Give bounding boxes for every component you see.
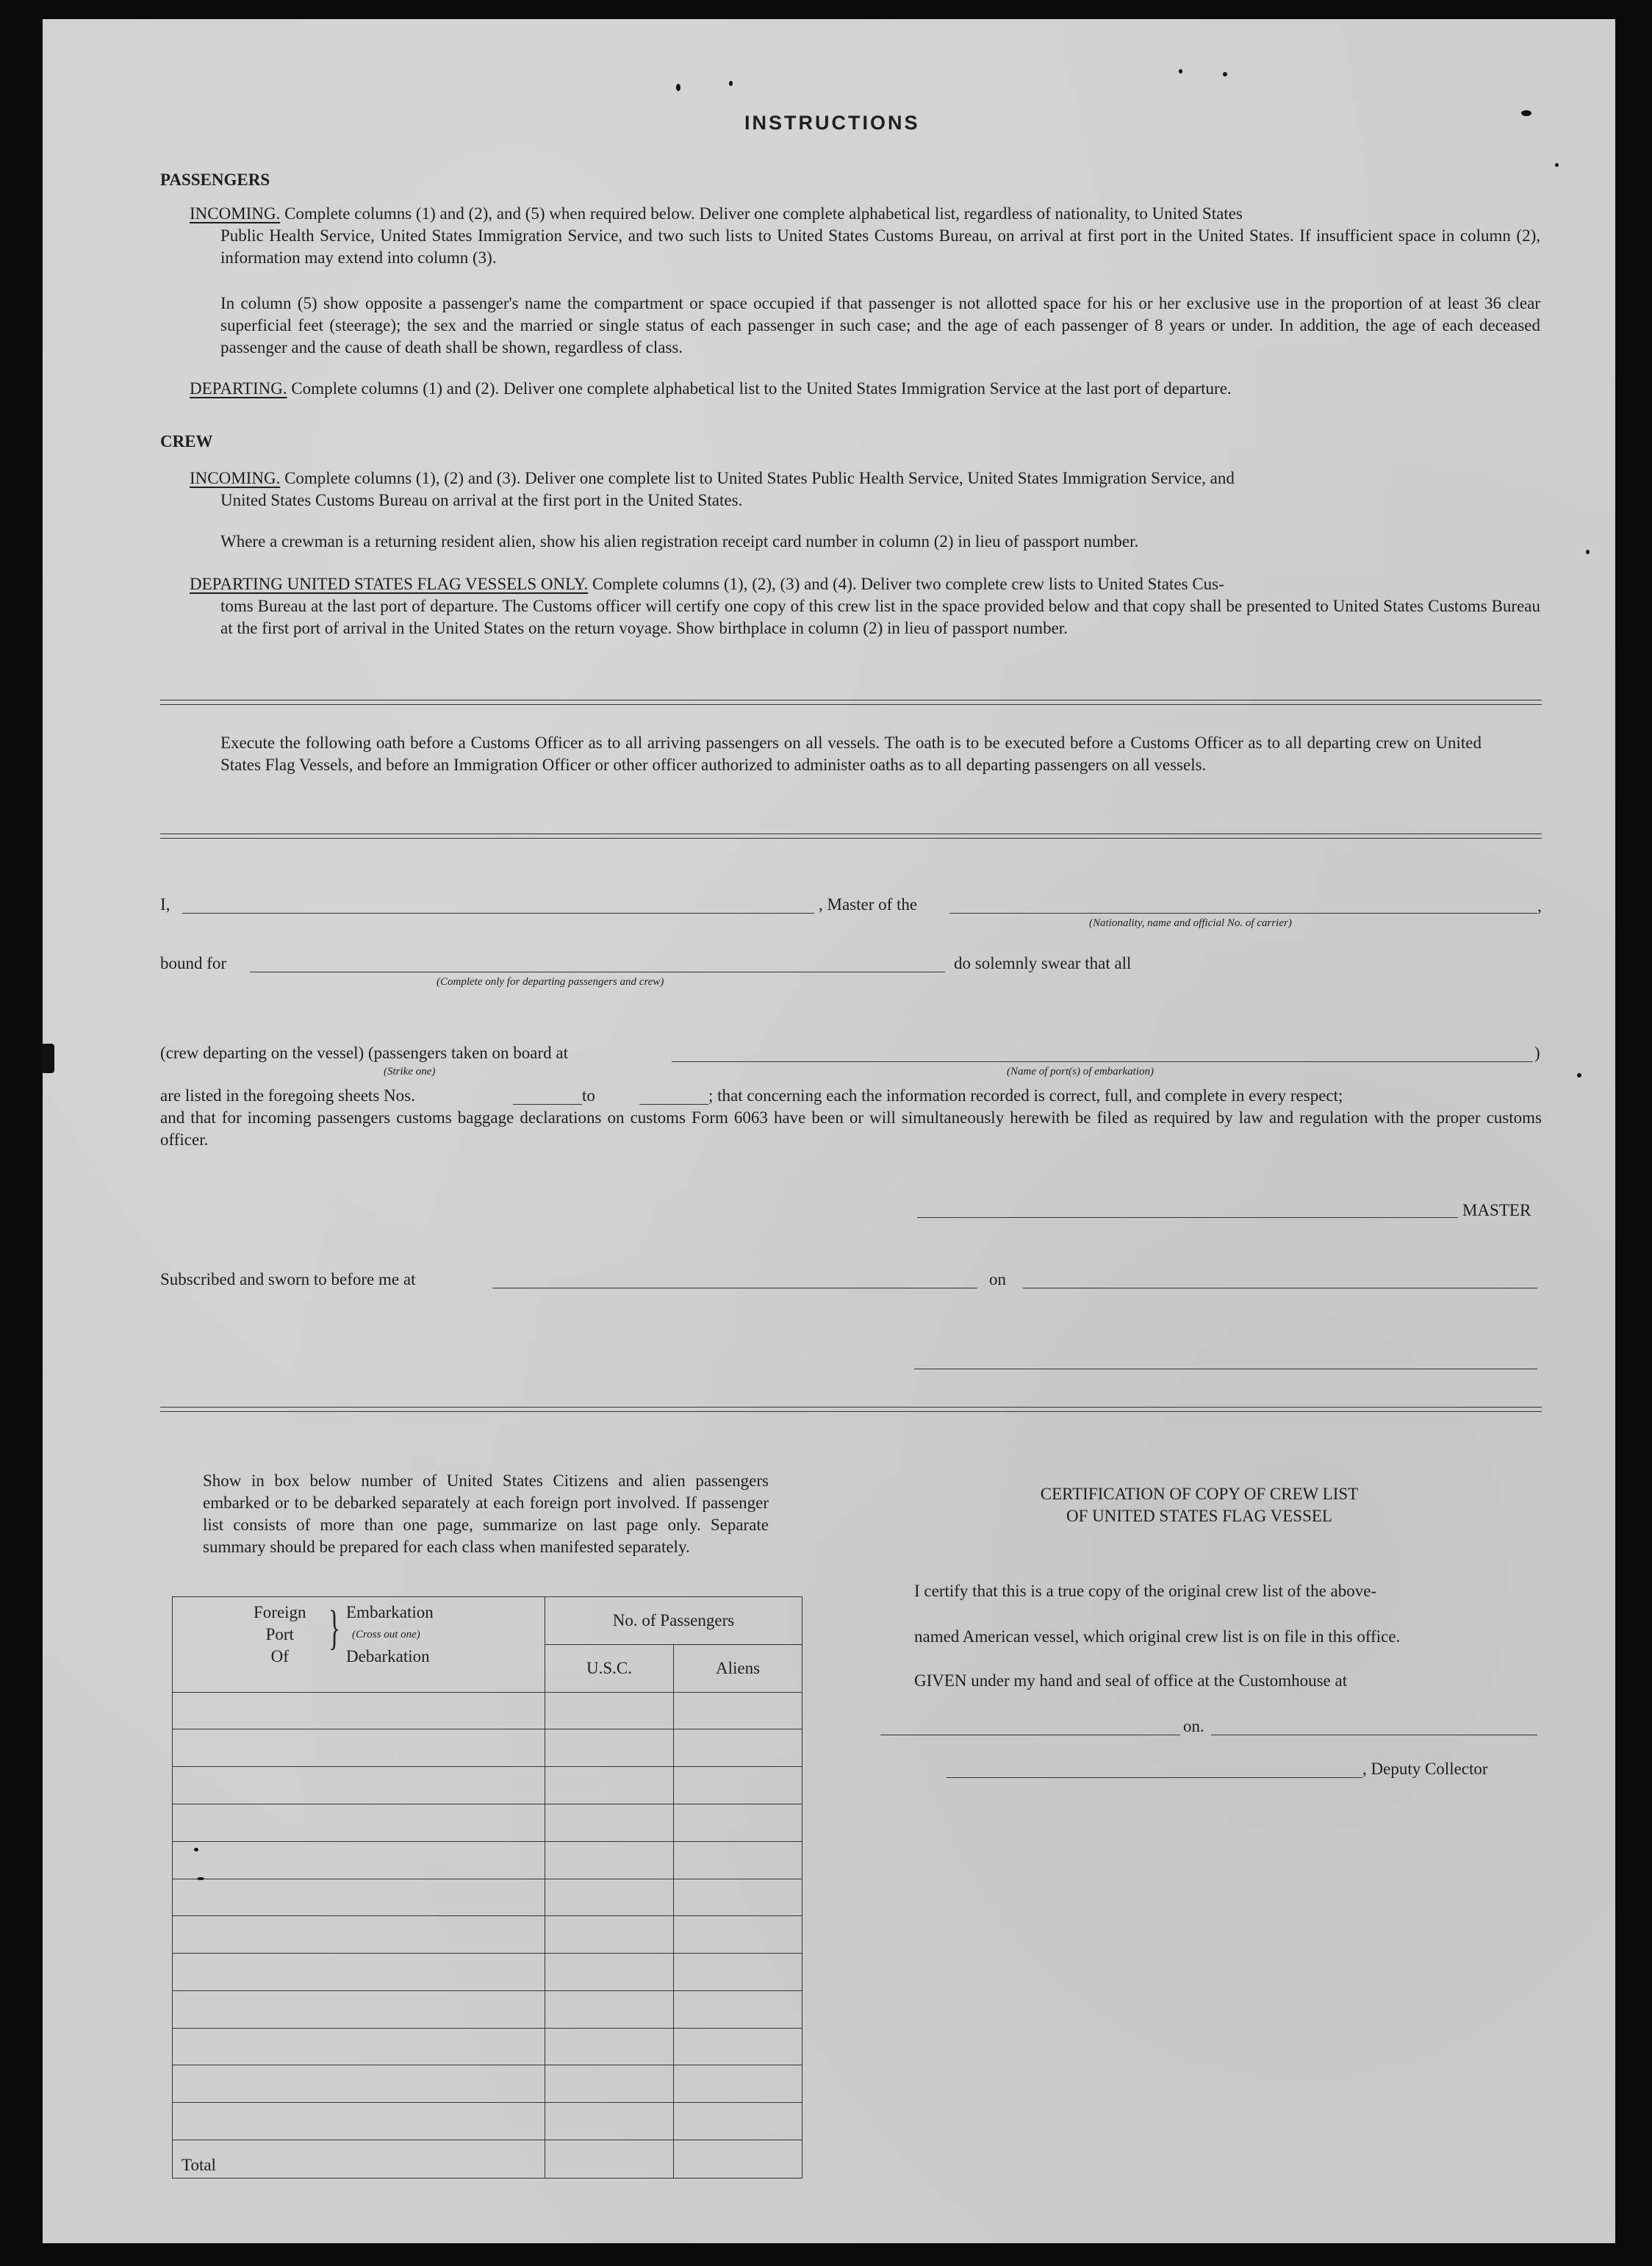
scan-speck — [1555, 163, 1559, 167]
close-paren: ) — [1534, 1044, 1540, 1062]
page-title: INSTRUCTIONS — [744, 112, 920, 134]
certification-on-label: on. — [1183, 1717, 1204, 1735]
aliens-cell[interactable] — [674, 1916, 802, 1954]
certification-title-line1: CERTIFICATION OF COPY OF CREW LIST — [1040, 1485, 1359, 1503]
brace-glyph: } — [328, 1601, 340, 1654]
crew-departing-label: DEPARTING UNITED STATES FLAG VESSELS ONLY. — [190, 575, 589, 593]
listed-to: to — [582, 1086, 595, 1105]
table-row[interactable] — [173, 1767, 545, 1804]
scan-speck — [729, 81, 733, 86]
passengers-departing — [190, 378, 1232, 400]
crew-incoming-rest: United States Customs Bureau on arrival at the first port in the United States. — [220, 491, 743, 509]
deputy-collector-label: , Deputy Collector — [1362, 1760, 1488, 1778]
listed-rest: and that for incoming passengers customs baggage declarations on customs Form 6063 have been or will simultaneously herewith be filed as required by law and regulation with the proper customs officer. — [160, 1108, 1542, 1149]
table-row[interactable] — [173, 1879, 545, 1916]
usc-cell[interactable] — [545, 1990, 674, 2028]
crew-passengers-choice: (crew departing on the vessel) (passengers taken on board at — [160, 1044, 568, 1062]
usc-total-cell[interactable] — [545, 2140, 674, 2179]
port-header-right — [346, 1602, 434, 1668]
passengers-incoming-label: INCOMING. — [190, 204, 281, 223]
scan-speck — [194, 1848, 198, 1851]
cross-out-label: (Cross out one) — [352, 1629, 420, 1641]
passengers-incoming-text: Complete columns (1) and (2), and (5) when required below. Deliver one complete alphabetical list, regardless of nationality, to United States — [284, 204, 1243, 223]
master-signature-line[interactable] — [917, 1217, 1458, 1218]
table-row[interactable] — [173, 1729, 545, 1767]
table-row[interactable] — [173, 2103, 545, 2140]
crew-incoming-text: Complete columns (1), (2) and (3). Deliver one complete list to United States Public Health Service, United States Immigration Service, and — [284, 469, 1235, 487]
usc-cell[interactable] — [545, 2103, 674, 2140]
scan-speck — [1223, 72, 1227, 76]
aliens-cell[interactable] — [674, 1692, 802, 1729]
scan-speck — [676, 84, 680, 91]
table-row[interactable] — [173, 1990, 545, 2028]
scan-speck — [1179, 69, 1182, 73]
of-label: Of — [270, 1647, 289, 1666]
form-page — [43, 19, 1615, 2243]
aliens-cell[interactable] — [674, 1990, 802, 2028]
given-under-hand: GIVEN under my hand and seal of office at the Customhouse at — [914, 1671, 1348, 1690]
aliens-cell[interactable] — [674, 1841, 802, 1879]
usc-cell[interactable] — [545, 1804, 674, 1842]
divider — [160, 700, 1542, 705]
aliens-total-cell[interactable] — [674, 2140, 802, 2179]
bound-for-label: bound for — [160, 954, 227, 972]
oath-instructions: Execute the following oath before a Customs Officer as to all arriving passengers on all vessels. The oath is to be executed before a Customs Officer as to all departing crew on United States Flag Vessels, and before an Immigration Officer or other officer authorized to administer oaths as to all departing passengers on all vessels. — [220, 734, 1482, 774]
sheet-from-line[interactable] — [513, 1104, 582, 1105]
strike-caption: (Strike one) — [384, 1066, 436, 1078]
listed-sheets-a: are listed in the foregoing sheets Nos. — [160, 1086, 415, 1105]
nationality-caption: (Nationality, name and official No. of carrier) — [1089, 917, 1292, 929]
aliens-cell[interactable] — [674, 1767, 802, 1804]
aliens-cell[interactable] — [674, 1879, 802, 1916]
ports-caption: (Name of port(s) of embarkation) — [1007, 1066, 1154, 1078]
oath-i-label: I, — [160, 895, 170, 914]
port-header-cell — [173, 1597, 545, 1693]
crew-incoming-label: INCOMING. — [190, 469, 281, 487]
passengers-heading: PASSENGERS — [160, 171, 270, 189]
aliens-cell[interactable] — [674, 2028, 802, 2065]
usc-cell[interactable] — [545, 1841, 674, 1879]
usc-cell[interactable] — [545, 1767, 674, 1804]
crew-heading: CREW — [160, 432, 213, 451]
summary-instructions: Show in box below number of United States Citizens and alien passengers embarked or to be debarked separately at each foreign port involved. If passenger list consists of more than one page, summarize on last page only. Separate summary should be prepared for each class when manifested separately. — [203, 1471, 769, 1556]
port-header-left — [254, 1602, 306, 1668]
total-row — [173, 2140, 545, 2179]
crew-incoming-line1 — [190, 467, 1235, 490]
usc-cell[interactable] — [545, 1954, 674, 1991]
passengers-incoming-rest: Public Health Service, United States Immigration Service, and two such lists to United States Customs Bureau, on arrival at first port in the United States. If insufficient space in column (2), information may extend into column (3). — [220, 226, 1540, 267]
usc-cell[interactable] — [545, 1916, 674, 1954]
table-row[interactable] — [173, 2028, 545, 2065]
comma: , — [1537, 897, 1542, 915]
divider — [160, 1407, 1542, 1412]
passengers-departing-text: Complete columns (1) and (2). Deliver one complete alphabetical list to the United States Immigration Service at the last port of departure. — [291, 379, 1232, 398]
scan-speck — [1521, 110, 1531, 116]
aliens-header: Aliens — [674, 1644, 802, 1692]
passengers-column5-text: In column (5) show opposite a passenger's name the compartment or space occupied if that passenger is not allotted space for his or her exclusive use in the proportion of at least 36 clear superficial feet (steerage); the sex and the married or single status of each passenger in such case; and the age of each passenger of 8 years or under. In addition, the age of each deceased passenger and the cause of death shall be shown, regardless of class. — [220, 294, 1540, 356]
usc-cell[interactable] — [545, 1879, 674, 1916]
edge-mark — [41, 1044, 54, 1073]
table-row[interactable] — [173, 2065, 545, 2103]
listed-sheets-b: ; that concerning each the information recorded is correct, full, and complete in every respect; — [708, 1086, 1343, 1105]
certify-line2: named American vessel, which original crew list is on file in this office. — [914, 1627, 1401, 1646]
deputy-signature-line[interactable] — [947, 1777, 1362, 1778]
aliens-cell[interactable] — [674, 2065, 802, 2103]
passengers-departing-label: DEPARTING. — [190, 379, 287, 398]
usc-cell[interactable] — [545, 1729, 674, 1767]
usc-cell[interactable] — [545, 1692, 674, 1729]
solemnly-swear: do solemnly swear that all — [954, 954, 1132, 972]
sheet-to-line[interactable] — [639, 1104, 708, 1105]
scan-speck — [1586, 550, 1590, 554]
total-label: Total — [182, 2156, 216, 2174]
bound-for-caption: (Complete only for departing passengers and crew) — [437, 976, 664, 988]
table-row[interactable] — [173, 1804, 545, 1842]
usc-cell[interactable] — [545, 2065, 674, 2103]
crew-returning-resident: Where a crewman is a returning resident alien, show his alien registration receipt card number in column (2) in lieu of passport number. — [220, 532, 1139, 551]
foreign-label: Foreign — [254, 1603, 306, 1621]
table-row[interactable] — [173, 1954, 545, 1991]
master-label: MASTER — [1462, 1201, 1531, 1219]
certify-line1: I certify that this is a true copy of the original crew list of the above- — [914, 1582, 1377, 1600]
subscribed-label: Subscribed and sworn to before me at — [160, 1270, 416, 1288]
crew-departing-rest: toms Bureau at the last port of departure. The Customs officer will certify one copy of this crew list in the space provided below and that copy shall be presented to United States Customs Bureau at the first port of arrival in the United States on the return voyage. Show birthplace in column (2) in lieu of passport number. — [220, 597, 1540, 637]
certification-title — [983, 1483, 1415, 1527]
debarkation-label: Debarkation — [346, 1647, 430, 1666]
master-name-line[interactable] — [182, 913, 814, 914]
passengers-incoming-line1 — [190, 203, 1243, 225]
scan-speck — [1577, 1073, 1581, 1078]
usc-header: U.S.C. — [545, 1644, 674, 1692]
crew-departing-text: Complete columns (1), (2), (3) and (4). Deliver two complete crew lists to United States Cus- — [592, 575, 1224, 593]
passenger-summary-table — [172, 1596, 802, 2179]
carrier-line[interactable] — [949, 913, 1537, 914]
port-label: Port — [265, 1625, 294, 1643]
embarkation-label: Embarkation — [346, 1603, 434, 1621]
usc-cell[interactable] — [545, 2028, 674, 2065]
crew-departing-line1 — [190, 573, 1224, 595]
scan-speck — [197, 1877, 204, 1880]
aliens-cell[interactable] — [674, 1804, 802, 1842]
table-row[interactable] — [173, 1916, 545, 1954]
table-row[interactable] — [173, 1841, 545, 1879]
no-of-passengers-header: No. of Passengers — [545, 1597, 802, 1645]
aliens-cell[interactable] — [674, 1729, 802, 1767]
aliens-cell[interactable] — [674, 1954, 802, 1991]
table-row[interactable] — [173, 1692, 545, 1729]
divider — [160, 833, 1542, 839]
aliens-cell[interactable] — [674, 2103, 802, 2140]
ports-line[interactable] — [672, 1061, 1533, 1062]
master-of-label: , Master of the — [819, 895, 918, 914]
subscribed-on-label: on — [989, 1270, 1006, 1288]
certification-title-line2: OF UNITED STATES FLAG VESSEL — [1066, 1507, 1332, 1525]
